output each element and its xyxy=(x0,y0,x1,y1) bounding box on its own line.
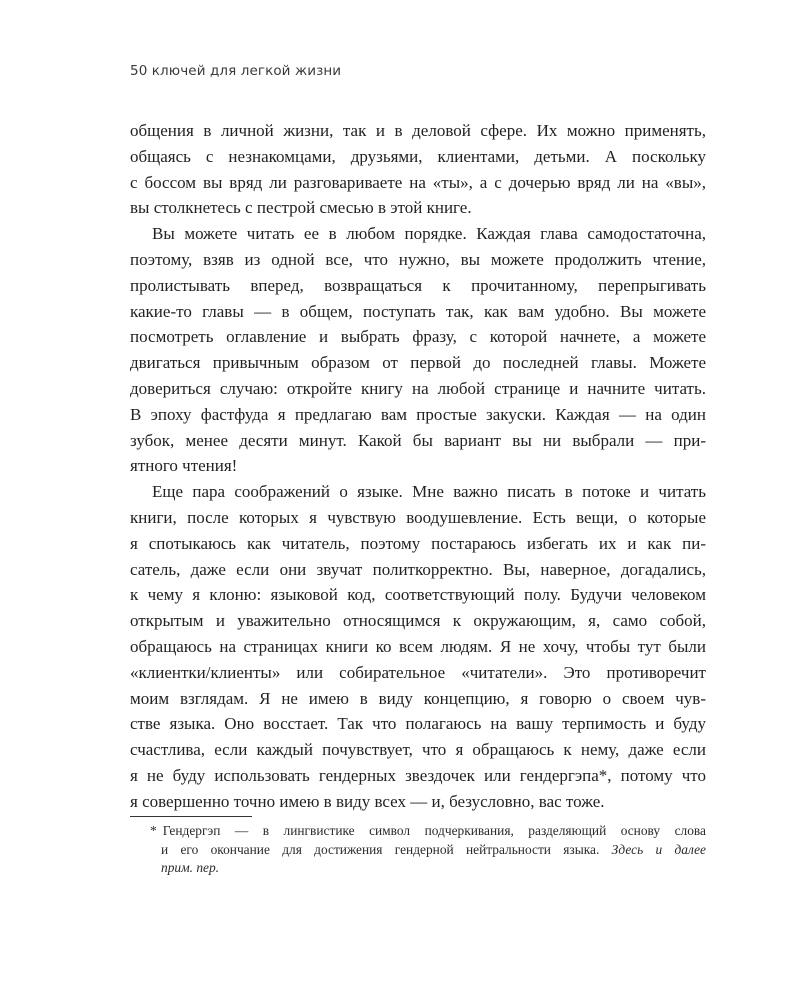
text-line: с боссом вы вряд ли разговариваете на «ты», а с дочерью вряд ли на «вы», xyxy=(130,172,706,192)
text-line: ятного чтения! xyxy=(130,456,238,476)
text-line: стве языка. Оно восстает. Так что полагаюсь на вашу терпимость и буду xyxy=(130,714,706,734)
running-header: 50 ключей для легкой жизни xyxy=(130,63,342,79)
text-line: сатель, даже если они звучат политкорректно. Вы, наверное, догадались, xyxy=(130,559,706,579)
text-line: поэтому, взяв из одной все, что нужно, вы можете продолжить чтение, xyxy=(130,249,706,269)
text-line: общения в личной жизни, так и в деловой сфере. Их можно применять, xyxy=(130,121,706,140)
text-line: довериться случаю: откройте книгу на любой странице и начните читать. xyxy=(130,378,706,398)
text-line: моим взглядам. Я не имею в виду концепцию, я говорю о своем чув- xyxy=(130,688,706,708)
paragraph-3 xyxy=(130,479,706,814)
text-line: пролистывать вперед, возвращаться к прочитанному, перепрыгивать xyxy=(130,275,706,295)
text-line: В эпоху фастфуда я предлагаю вам простые закуски. Каждая — на один xyxy=(130,404,706,424)
text-line: зубок, менее десяти минут. Какой бы вариант вы ни выбрали — при- xyxy=(130,430,706,450)
text-line: открытым и уважительно относящимся к окружающим, я, само собой, xyxy=(130,611,706,631)
text-line: обращаюсь на страницах книги ко всем людям. Я не хочу, чтобы тут были xyxy=(130,636,706,656)
footnote-line: прим. пер. xyxy=(161,860,220,876)
text-line: я совершенно точно имею в виду всех — и, безусловно, вас тоже. xyxy=(130,791,605,811)
text-line: Вы можете читать ее в любом порядке. Каждая глава самодостаточна, xyxy=(152,224,706,244)
footnote-text: Гендергэп — в лингвистике символ подчеркивания, разделяющий основу слова xyxy=(162,823,706,838)
text-line: я спотыкаюсь как читатель, поэтому постараюсь избегать их и как пи- xyxy=(130,533,706,553)
footnote-mark: * xyxy=(150,823,157,838)
text-line: посмотреть оглавление и выбрать фразу, с которой начнете, а можете xyxy=(130,327,706,347)
text-line: книги, после которых я чувствую воодушевление. Есть вещи, о которые xyxy=(130,507,706,527)
text-line: Еще пара соображений о языке. Мне важно писать в потоке и читать xyxy=(152,482,706,502)
text-line: я не буду использовать гендерных звездочек или гендергэпа*, потому что xyxy=(130,765,706,785)
text-line: какие-то главы — в общем, поступать так, как вам удобно. Вы можете xyxy=(130,301,706,321)
text-line: вы столкнетесь с пестрой смесью в этой книге. xyxy=(130,198,472,218)
text-line: «клиентки/клиенты» или собирательное «читатели». Это противоречит xyxy=(130,662,706,682)
paragraph-1 xyxy=(130,118,706,221)
text-line: к чему я клоню: языковой код, соответствующий полу. Будучи человеком xyxy=(130,585,706,605)
text-line: счастлива, если каждый почувствует, что я обращаюсь к нему, даже если xyxy=(130,740,706,760)
footnote xyxy=(130,822,706,878)
footnote-italic-text: Здесь и далее xyxy=(611,841,706,857)
text-line: двигаться привычным образом от первой до последней главы. Можете xyxy=(130,353,706,373)
text-line: общаясь с незнакомцами, друзьями, клиентами, детьми. А поскольку xyxy=(130,146,706,166)
footnote-text: и его окончание для достижения гендерной нейтральности языка. xyxy=(161,841,612,857)
paragraph-2 xyxy=(130,221,706,479)
footnote-divider xyxy=(130,816,252,817)
footnote-line xyxy=(130,841,706,860)
footnote-line xyxy=(130,822,706,841)
body-text xyxy=(130,118,706,815)
